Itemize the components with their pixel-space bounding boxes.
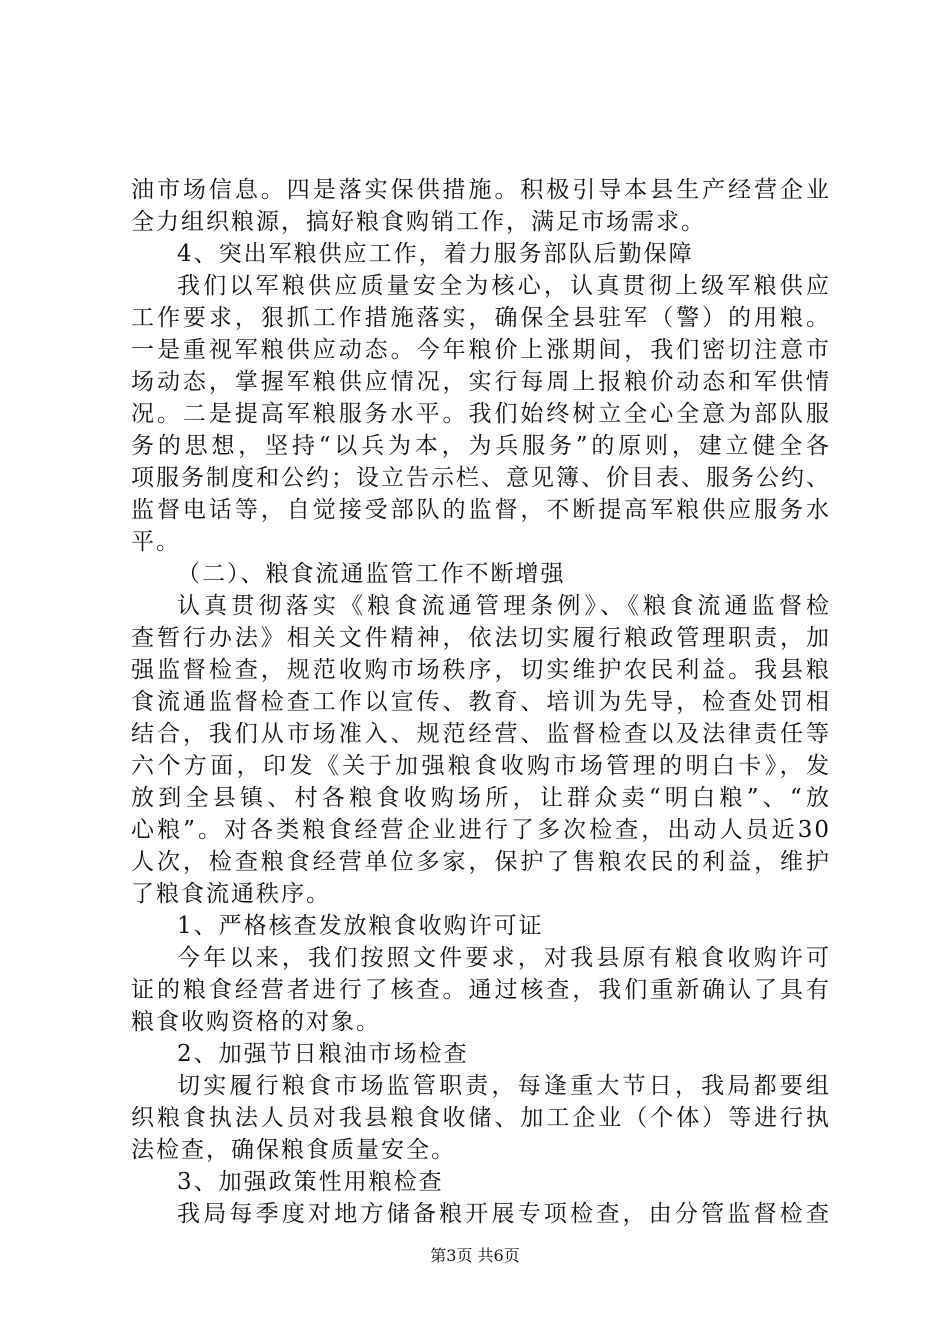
text-line: 平。 [131,529,181,555]
text-line: 切实履行粮食市场监管职责，每逢重大节日，我局都要组 [177,1073,831,1099]
text-line: 心粮”。对各类粮食经营企业进行了多次检查，出动人员近30 [131,817,831,843]
text-line: 人次，检查粮食经营单位多家，保护了售粮农民的利益，维护 [131,849,831,875]
text-line: 项服务制度和公约；设立告示栏、意见簿、价目表、服务公约、 [131,465,831,491]
text-line: 况。二是提高军粮服务水平。我们始终树立全心全意为部队服 [131,401,831,427]
text-line: 今年以来，我们按照文件要求，对我县原有粮食收购许可 [177,945,831,971]
text-line: 场动态，掌握军粮供应情况，实行每周上报粮价动态和军供情 [131,369,831,395]
text-line: 认真贯彻落实《粮食流通管理条例》、《粮食流通监督检 [177,593,831,619]
page-footer [0,1246,950,1266]
text-line: 查暂行办法》相关文件精神，依法切实履行粮政管理职责，加 [131,625,831,651]
text-line: 法检查，确保粮食质量安全。 [131,1137,456,1163]
document-body [131,174,831,1230]
text-line: 织粮食执法人员对我县粮食收储、加工企业（个体）等进行执 [131,1105,831,1131]
text-line: 油市场信息。四是落实保供措施。积极引导本县生产经营企业 [131,177,831,203]
text-line: 结合，我们从市场准入、规范经营、监督检查以及法律责任等 [131,721,831,747]
text-line: 一是重视军粮供应动态。今年粮价上涨期间，我们密切注意市 [131,337,831,363]
text-line: 放到全县镇、村各粮食收购场所，让群众卖“明白粮”、“放 [131,785,831,811]
text-line: 食流通监督检查工作以宣传、教育、培训为先导，检查处罚相 [131,689,831,715]
section-heading: 1、严格核查发放粮食收购许可证 [177,913,544,939]
page-number-text: 第3页 共6页 [430,1246,520,1265]
text-line: 证的粮食经营者进行了核查。通过核查，我们重新确认了具有 [131,977,831,1003]
text-line: 全力组织粮源，搞好粮食购销工作，满足市场需求。 [131,209,706,235]
text-line: 我们以军粮供应质量安全为核心，认真贯彻上级军粮供应 [177,273,831,299]
text-line: 务的思想，坚持“以兵为本，为兵服务”的原则，建立健全各 [131,433,831,459]
section-heading: 3、加强政策性用粮检查 [177,1169,444,1195]
text-line: 强监督检查，规范收购市场秩序，切实维护农民利益。我县粮 [131,657,831,683]
section-heading: （二）、粮食流通监管工作不断增强 [177,561,566,587]
section-heading: 4、突出军粮供应工作，着力服务部队后勤保障 [177,241,694,267]
text-line: 六个方面，印发《关于加强粮食收购市场管理的明白卡》，发 [131,753,831,779]
section-heading: 2、加强节日粮油市场检查 [177,1041,469,1067]
text-line: 我局每季度对地方储备粮开展专项检查，由分管监督检查 [177,1201,831,1227]
text-line: 了粮食流通秩序。 [131,881,331,907]
text-line: 工作要求，狠抓工作措施落实，确保全县驻军（警）的用粮。 [131,305,831,331]
text-line: 粮食收购资格的对象。 [131,1009,381,1035]
text-line: 监督电话等，自觉接受部队的监督，不断提高军粮供应服务水 [131,497,831,523]
